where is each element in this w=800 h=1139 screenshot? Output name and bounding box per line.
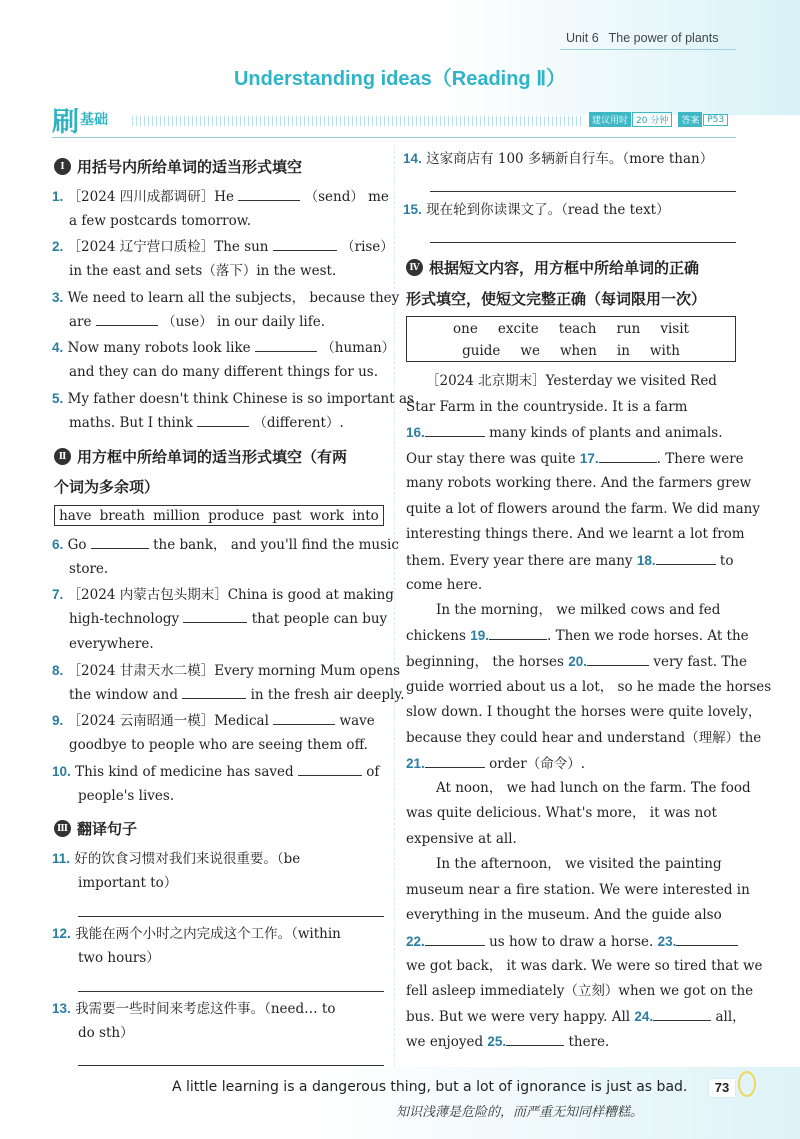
word-option: in [616, 343, 630, 359]
question-text: 我需要一些时间来考虑这件事。（need… to [75, 1001, 336, 1017]
section-3-number-icon: Ⅲ [54, 820, 71, 837]
answer-blank-19[interactable] [489, 626, 547, 640]
question-text: 现在轮到你读课文了。（read the text） [426, 202, 670, 218]
passage-line: was quite delicious. What's more， it was not [406, 805, 717, 821]
question-number: 4. [52, 340, 64, 355]
question-text: the window and [69, 687, 178, 703]
question-text: are [69, 314, 92, 330]
passage-line [406, 1004, 746, 1031]
section-4-title: 根据短文内容，用方框中所给单词的正确 [429, 259, 700, 277]
answer-blank[interactable] [96, 312, 158, 326]
passage-line [406, 649, 747, 676]
question-text: maths. But I think [69, 415, 193, 431]
question-number: 2. [52, 239, 64, 254]
answer-blank-20[interactable] [587, 652, 649, 666]
passage-line [406, 548, 733, 575]
word-option: work [309, 507, 345, 524]
passage-line: In the afternoon， we visited the painting [436, 856, 722, 872]
question-text: （use） in our daily life. [162, 314, 326, 330]
passage-line [406, 420, 722, 447]
answer-blank[interactable] [255, 338, 317, 352]
answer-line-15[interactable] [430, 242, 736, 243]
question-4 [52, 335, 395, 362]
page-title: Understanding ideas（Reading Ⅱ） [233, 68, 567, 90]
brand-logo [52, 104, 108, 138]
answer-blank-23[interactable] [676, 932, 738, 946]
question-text: 好的饮食习惯对我们来说很重要。（be [74, 851, 301, 867]
question-text: the bank， and you'll find the music [153, 537, 399, 553]
blank-number-23: 23. [657, 934, 677, 949]
passage-text: there. [568, 1034, 610, 1050]
passage-line [406, 929, 738, 956]
passage-text: we enjoyed [406, 1034, 484, 1050]
passage-line [406, 623, 749, 650]
word-option: we [520, 343, 540, 359]
passage-text: very fast. The [653, 654, 747, 670]
passage-line [406, 446, 744, 473]
column-divider [394, 146, 395, 1066]
word-option: when [559, 343, 597, 359]
word-option: breath [99, 507, 145, 524]
brand-sub: 基础 [80, 112, 108, 128]
passage-line: come here. [406, 577, 483, 593]
section-2-number-icon: Ⅱ [54, 448, 71, 465]
question-9 [52, 708, 375, 735]
passage-text: beginning， the horses [406, 654, 564, 670]
answer-line-13[interactable] [78, 1065, 384, 1066]
passage-line: we got back， it was dark. We were so tired that we [406, 958, 763, 974]
footer-quote-chinese: 知识浅薄是危险的，而严重无知同样糟糕。 [396, 1105, 644, 1120]
time-label: 建议用时 [589, 112, 631, 127]
answer-blank-18[interactable] [656, 551, 716, 565]
question-6 [52, 532, 399, 559]
passage-text: . Then we rode horses. At the [547, 628, 749, 644]
question-4-line-2: and they can do many different things for us. [69, 364, 378, 380]
answer-line-14[interactable] [430, 191, 736, 192]
passage-text: Our stay there was quite [406, 451, 576, 467]
section-2-title: 用方框中所给单词的适当形式填空（有两 [77, 448, 348, 466]
passage-text: order（命令）. [489, 756, 586, 772]
blank-number-25: 25. [487, 1034, 507, 1049]
answer-blank[interactable] [197, 413, 249, 427]
question-number: 11. [52, 851, 71, 866]
passage-line: many robots working there. And the farmers grew [406, 475, 752, 491]
unit-header [566, 31, 718, 45]
question-text: （rise） [341, 239, 394, 255]
question-text: （human） [321, 340, 396, 356]
question-7-line-2 [69, 607, 387, 633]
answer-blank[interactable] [183, 609, 247, 623]
word-option: visit [660, 321, 689, 337]
question-12 [52, 921, 341, 948]
word-option: produce [208, 507, 265, 524]
question-number: 14. [403, 151, 422, 166]
word-option: guide [462, 343, 501, 359]
word-option: run [616, 321, 641, 337]
question-11 [52, 846, 300, 873]
section-4-heading [406, 257, 699, 278]
question-number: 10. [52, 764, 71, 779]
question-12-line-2: two hours） [78, 950, 160, 966]
question-number: 1. [52, 189, 64, 204]
passage-line: ［2024 北京期末］Yesterday we visited Red [426, 373, 717, 389]
answer-blank-25[interactable] [506, 1032, 564, 1046]
word-box-4 [406, 316, 736, 362]
passage-line: fell asleep immediately（立刻）when we got on the [406, 983, 754, 999]
section-4-number-icon: Ⅳ [406, 259, 423, 276]
question-text: high-technology [69, 611, 180, 627]
brand-main: 刷 [52, 106, 79, 138]
passage-line [406, 751, 585, 778]
blank-number-17: 17. [579, 451, 599, 466]
question-5-line-2 [69, 411, 344, 437]
passage-line: everything in the museum. And the guide also [406, 907, 722, 923]
answer-blank-17[interactable] [599, 449, 657, 463]
question-7-line-3: everywhere. [69, 636, 154, 652]
passage-line: At noon， we had lunch on the farm. The food [436, 780, 751, 796]
answer-blank-24[interactable] [653, 1007, 711, 1021]
answer-line-12[interactable] [78, 991, 384, 992]
blank-number-18: 18. [636, 553, 656, 568]
answer-blank[interactable] [238, 187, 300, 201]
word-option: teach [558, 321, 597, 337]
lightbulb-icon [738, 1071, 756, 1097]
passage-line [406, 1029, 609, 1056]
answer-line-11[interactable] [78, 916, 384, 917]
question-2 [52, 234, 394, 261]
question-number: 6. [52, 537, 64, 552]
passage-text: chickens [406, 628, 466, 644]
passage-line: expensive at all. [406, 831, 517, 847]
question-text: ［2024 辽宁营口质检］The sun [67, 239, 269, 255]
question-number: 13. [52, 1001, 71, 1016]
question-number: 12. [52, 926, 71, 941]
question-number: 9. [52, 713, 64, 728]
question-7 [52, 582, 394, 609]
question-6-line-2: store. [69, 561, 109, 577]
passage-line: In the morning， we milked cows and fed [436, 602, 721, 618]
time-badge [589, 112, 728, 127]
footer-quote-english: A little learning is a dangerous thing, but a lot of ignorance is just as bad. [172, 1079, 688, 1095]
question-text: My father doesn't think Chinese is so important as [67, 391, 414, 407]
question-1-line-2: a few postcards tomorrow. [69, 213, 251, 229]
answer-blank-21[interactable] [425, 754, 485, 768]
question-text: that people can buy [251, 611, 388, 627]
blank-number-22: 22. [406, 934, 425, 949]
word-box-2 [54, 505, 384, 526]
question-text: of [366, 764, 380, 780]
question-text: （different）. [253, 415, 344, 431]
answer-blank[interactable] [298, 762, 362, 776]
answer-blank[interactable] [273, 237, 337, 251]
section-1-number-icon: Ⅰ [54, 158, 71, 175]
answer-label: 答案 [678, 112, 702, 127]
blank-number-20: 20. [568, 654, 588, 669]
question-3-line-2 [69, 310, 325, 336]
question-text: ［2024 甘肃天水二模］Every morning Mum opens [67, 663, 401, 679]
question-text: wave [339, 713, 375, 729]
passage-line: guide worried about us a lot， so he made the horses [406, 679, 772, 695]
answer-page: P53 [703, 114, 728, 126]
question-3 [52, 285, 399, 312]
word-option: past [272, 507, 302, 524]
question-11-line-2: important to） [78, 875, 178, 891]
question-text: Go [67, 537, 87, 553]
passage-line: slow down. I thought the horses were quite lovely， [406, 704, 762, 720]
question-number: 8. [52, 663, 64, 678]
question-8-line-2 [69, 683, 404, 709]
question-10 [52, 759, 379, 786]
page-number: 73 [708, 1078, 736, 1098]
question-text: We need to learn all the subjects， because they [67, 290, 400, 306]
question-5 [52, 386, 414, 413]
question-text: Now many robots look like [67, 340, 251, 356]
question-number: 5. [52, 391, 64, 406]
unit-header-rule [560, 49, 736, 50]
question-13-line-2: do sth） [78, 1025, 134, 1041]
word-option: with [649, 343, 680, 359]
passage-line: interesting things there. And we learnt a lot from [406, 526, 745, 542]
answer-blank[interactable] [273, 711, 335, 725]
passage-line: museum near a fire station. We were interested in [406, 882, 750, 898]
blank-number-24: 24. [634, 1009, 654, 1024]
passage-line: Star Farm in the countryside. It is a farm [406, 399, 688, 415]
section-4-title-line-2: 形式填空，使短文完整正确（每词限用一次） [406, 290, 707, 308]
answer-blank[interactable] [91, 535, 149, 549]
passage-text: bus. But we were very happy. All [406, 1009, 631, 1025]
question-8 [52, 658, 400, 685]
question-text: ［2024 四川成都调研］He [67, 189, 234, 205]
blank-number-21: 21. [406, 756, 425, 771]
answer-blank-16[interactable] [425, 423, 485, 437]
question-text: ［2024 内蒙古包头期末］China is good at making [67, 587, 394, 603]
question-text: in the fresh air deeply. [250, 687, 405, 703]
question-1 [52, 184, 389, 211]
word-option: one [453, 321, 478, 337]
question-13 [52, 996, 336, 1023]
time-value: 20 分钟 [632, 112, 672, 127]
question-text: 这家商店有 100 多辆新自行车。（more than） [426, 151, 714, 167]
question-10-line-2: people's lives. [78, 788, 175, 804]
section-3-title: 翻译句子 [77, 820, 138, 838]
header-band [0, 0, 800, 115]
question-text: 我能在两个小时之内完成这个工作。（within [75, 926, 341, 942]
passage-text: them. Every year there are many [406, 553, 633, 569]
unit-label: Unit 6 [566, 31, 599, 45]
question-9-line-2: goodbye to people who are seeing them off. [69, 737, 368, 753]
question-2-line-2: in the east and sets（落下）in the west. [69, 263, 337, 279]
word-option: million [153, 507, 200, 524]
question-15 [403, 197, 670, 224]
section-2-heading [54, 446, 347, 467]
passage-text: us how to draw a horse. [489, 934, 654, 950]
word-option: excite [497, 321, 539, 337]
section-2-title-line-2: 个词为多余项） [54, 478, 160, 496]
question-number: 7. [52, 587, 64, 602]
blank-number-19: 19. [470, 628, 490, 643]
question-14 [403, 146, 713, 173]
answer-blank-22[interactable] [425, 932, 485, 946]
question-text: （send） me [304, 189, 389, 205]
word-option: into [352, 507, 379, 524]
passage-text: to [719, 553, 734, 569]
decorative-stripe [132, 116, 584, 126]
word-option: have [59, 507, 92, 524]
section-1-title: 用括号内所给单词的适当形式填空 [77, 158, 303, 176]
section-1-heading [54, 156, 302, 177]
unit-title: The power of plants [608, 31, 719, 45]
header-rule [52, 137, 736, 138]
passage-text: many kinds of plants and animals. [489, 425, 723, 441]
question-text: ［2024 云南昭通一模］Medical [67, 713, 269, 729]
answer-blank[interactable] [182, 685, 246, 699]
section-3-heading [54, 818, 137, 839]
passage-text: . There were [656, 451, 744, 467]
passage-text: all， [715, 1009, 746, 1025]
question-number: 15. [403, 202, 422, 217]
passage-line: because they could hear and understand（理解）the [406, 730, 762, 746]
question-text: This kind of medicine has saved [75, 764, 294, 780]
passage-line: quite a lot of flowers around the farm. We did many [406, 501, 760, 517]
question-number: 3. [52, 290, 64, 305]
blank-number-16: 16. [406, 425, 425, 440]
